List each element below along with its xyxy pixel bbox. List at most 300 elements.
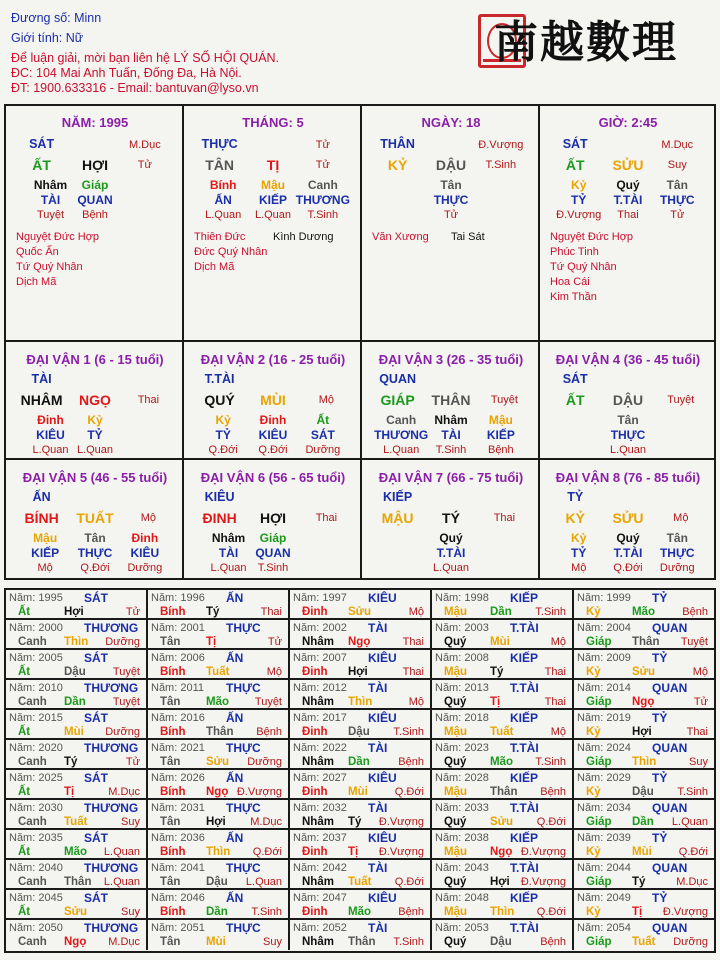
year-ten-god: THƯƠNG xyxy=(84,621,139,635)
luck-cycle-cell xyxy=(184,460,362,580)
year-branch: Mùi xyxy=(64,726,84,738)
year-ten-god: TÀI xyxy=(368,921,388,935)
year-label: Năm: 2034 xyxy=(577,802,631,814)
year-cell xyxy=(6,860,148,890)
year-stage: L.Quan xyxy=(103,876,140,888)
hidden-ten-god: TỶ xyxy=(571,546,587,560)
year-cell xyxy=(148,890,290,920)
luck-branch: TÝ xyxy=(442,510,460,526)
hidden-stage: L.Quan xyxy=(609,444,647,456)
special-star: Văn Xương xyxy=(372,231,429,243)
year-branch: Tý xyxy=(632,876,646,888)
year-stage: T.Sinh xyxy=(677,786,708,798)
year-label: Năm: 2037 xyxy=(293,832,347,844)
year-branch: Mão xyxy=(632,606,655,618)
hidden-ten-god: T.TÀI xyxy=(436,546,466,560)
year-label: Năm: 2008 xyxy=(435,652,489,664)
hidden-ten-god: THỰC xyxy=(433,193,469,207)
year-branch: Mão xyxy=(206,696,229,708)
luck-stage: Thai xyxy=(493,512,516,524)
year-label: Năm: 2025 xyxy=(9,772,63,784)
luck-stage: Thai xyxy=(315,512,338,524)
luck-stem: BÍNH xyxy=(24,510,59,526)
year-ten-god: ẤN xyxy=(226,891,244,905)
year-branch: Thân xyxy=(348,936,376,948)
year-stem: Canh xyxy=(18,816,47,828)
year-label: Năm: 2042 xyxy=(293,862,347,874)
hidden-ten-god: THỰC xyxy=(77,546,113,560)
hidden-ten-god: TÀI xyxy=(218,546,239,560)
year-stem: Giáp xyxy=(586,696,612,708)
year-label: Năm: 2038 xyxy=(435,832,489,844)
pillar-stem: TÂN xyxy=(205,157,234,173)
hidden-stem: Tân xyxy=(440,178,462,192)
year-ten-god: KIÊU xyxy=(368,831,397,845)
luck-branch: DẬU xyxy=(612,392,644,408)
year-cell xyxy=(290,680,432,710)
pillar-cell xyxy=(540,106,716,342)
year-stem: Tân xyxy=(160,816,181,828)
pillar-stem: ẤT xyxy=(32,157,51,173)
pillar-title: NGÀY: 18 xyxy=(421,115,481,130)
year-ten-god: T.TÀI xyxy=(510,681,539,695)
year-ten-god: THƯƠNG xyxy=(84,681,139,695)
year-stage: Dưỡng xyxy=(105,636,140,648)
owner-gender: Giới tính: Nữ xyxy=(11,31,84,45)
hidden-stage: L.Quan xyxy=(205,209,242,221)
year-cell xyxy=(6,890,148,920)
hidden-stem: Đinh xyxy=(259,413,287,427)
year-stage: Bệnh xyxy=(256,726,282,738)
year-branch: Tý xyxy=(64,756,78,768)
year-cell xyxy=(432,650,574,680)
year-ten-god: QUAN xyxy=(652,921,688,935)
year-ten-god: KIÊU xyxy=(368,651,397,665)
year-branch: Ngọ xyxy=(632,696,655,708)
year-cell xyxy=(432,620,574,650)
year-stem: Bính xyxy=(160,786,186,798)
year-cell xyxy=(432,920,574,950)
year-branch: Dần xyxy=(206,906,228,918)
year-label: Năm: 2051 xyxy=(151,922,205,934)
year-label: Năm: 2017 xyxy=(293,712,347,724)
year-stem: Mậu xyxy=(444,846,467,858)
luck-ten-god: TỶ xyxy=(567,490,584,504)
year-cell xyxy=(432,590,574,620)
year-cell xyxy=(432,890,574,920)
year-stem: Bính xyxy=(160,726,186,738)
year-stage: Thai xyxy=(544,666,566,678)
year-cell xyxy=(574,710,714,740)
pillar-ten-god: THỰC xyxy=(201,137,238,151)
year-cell xyxy=(574,740,714,770)
year-stage: Suy xyxy=(263,936,282,948)
year-stage: Tuyệt xyxy=(680,636,708,648)
year-stem: Đinh xyxy=(302,606,328,618)
hidden-stem: Giáp xyxy=(81,178,109,192)
luck-stem: ẤT xyxy=(565,392,585,408)
year-cell xyxy=(148,740,290,770)
year-stem: Quý xyxy=(444,936,467,948)
year-stem: Quý xyxy=(444,696,467,708)
pillar-stage-top: Đ.Vượng xyxy=(478,139,524,151)
pillar-cell xyxy=(6,106,184,342)
year-label: Năm: 2020 xyxy=(9,742,63,754)
luck-cycle-cell xyxy=(362,460,540,580)
year-stem: Bính xyxy=(160,606,186,618)
hidden-stem: Ất xyxy=(316,413,330,427)
year-branch: Dậu xyxy=(632,786,654,798)
year-stem: Ất xyxy=(18,786,31,798)
year-stem: Canh xyxy=(18,876,47,888)
year-stage: Dưỡng xyxy=(247,756,282,768)
luck-cycle-cell xyxy=(6,460,184,580)
hidden-ten-god: KIẾP xyxy=(31,546,60,560)
contact-line-2: ĐC: 104 Mai Anh Tuấn, Đống Đa, Hà Nội. xyxy=(11,66,242,80)
year-branch: Tị xyxy=(348,846,359,858)
luck-ten-god: TÀI xyxy=(31,372,52,386)
chart-header xyxy=(0,0,720,104)
year-stem: Giáp xyxy=(586,936,612,948)
luck-branch: TUẤT xyxy=(76,510,114,526)
luck-stage: Tuyệt xyxy=(667,394,695,406)
year-stem: Bính xyxy=(160,906,186,918)
year-stage: Mộ xyxy=(408,696,424,708)
year-ten-god: QUAN xyxy=(652,861,688,875)
year-ten-god: SÁT xyxy=(84,651,108,665)
year-cell xyxy=(290,830,432,860)
pillar-title: NĂM: 1995 xyxy=(61,115,129,130)
hidden-ten-god: THỰC xyxy=(659,193,695,207)
year-branch: Tị xyxy=(64,786,75,798)
year-cell xyxy=(148,650,290,680)
year-label: Năm: 2036 xyxy=(151,832,205,844)
year-stage: Tử xyxy=(125,606,140,618)
contact-line-1: Để luận giải, mời bạn liên hệ LÝ SỐ HỘI QUÁN. xyxy=(11,51,280,65)
special-star: Nguyệt Đức Hợp xyxy=(16,231,100,243)
luck-stage: Mộ xyxy=(318,394,335,406)
year-branch: Hợi xyxy=(64,606,84,618)
year-label: Năm: 2002 xyxy=(293,622,347,634)
year-label: Năm: 2028 xyxy=(435,772,489,784)
hidden-stem: Tân xyxy=(617,413,639,427)
year-cell xyxy=(6,920,148,950)
luck-ten-god: KIẾP xyxy=(383,490,413,504)
year-label: Năm: 2023 xyxy=(435,742,489,754)
year-stem: Đinh xyxy=(302,786,328,798)
luck-cycle-cell xyxy=(540,342,716,460)
year-label: Năm: 2044 xyxy=(577,862,631,874)
year-branch: Ngọ xyxy=(64,936,87,948)
year-cell xyxy=(148,620,290,650)
hidden-ten-god: TÀI xyxy=(40,193,61,207)
year-stage: T.Sinh xyxy=(535,756,566,768)
luck-stem: NHÂM xyxy=(20,392,63,408)
year-stage: Q.Đới xyxy=(536,906,566,918)
year-ten-god: QUAN xyxy=(652,681,688,695)
pillar-cell xyxy=(184,106,362,342)
luck-ten-god: QUAN xyxy=(379,372,416,386)
year-stage: Thai xyxy=(260,606,282,618)
year-ten-god: TÀI xyxy=(368,801,388,815)
luck-title: ĐẠI VẬN 3 (26 - 35 tuổi) xyxy=(378,352,524,367)
year-cell xyxy=(148,590,290,620)
year-cell xyxy=(148,920,290,950)
year-stem: Mậu xyxy=(444,786,467,798)
year-label: Năm: 2048 xyxy=(435,892,489,904)
year-label: Năm: 2050 xyxy=(9,922,63,934)
luck-cycle-cell xyxy=(362,342,540,460)
year-branch: Dậu xyxy=(64,666,86,678)
luck-ten-god: T.TÀI xyxy=(204,372,235,386)
year-branch: Tuất xyxy=(64,816,88,828)
year-label: Năm: 2011 xyxy=(151,682,204,694)
hidden-stage: Tuyệt xyxy=(36,209,65,221)
hidden-stem: Mậu xyxy=(33,531,58,545)
year-cell xyxy=(290,710,432,740)
year-label: Năm: 1999 xyxy=(577,592,631,604)
year-stage: Q.Đới xyxy=(394,786,424,798)
special-star: Quốc Ấn xyxy=(16,246,59,258)
year-branch: Mão xyxy=(490,756,513,768)
year-ten-god: KIẾP xyxy=(510,831,539,845)
year-branch: Sửu xyxy=(490,816,514,828)
luck-title: ĐẠI VẬN 6 (56 - 65 tuổi) xyxy=(200,470,346,485)
year-cell xyxy=(432,830,574,860)
year-branch: Mão xyxy=(348,906,371,918)
year-branch: Hợi xyxy=(490,876,510,888)
year-branch: Thân xyxy=(64,876,92,888)
year-ten-god: SÁT xyxy=(84,831,108,845)
luck-stage: Mộ xyxy=(140,512,157,524)
year-label: Năm: 2003 xyxy=(435,622,489,634)
luck-branch: MÙI xyxy=(260,392,286,408)
year-stem: Tân xyxy=(160,936,181,948)
year-branch: Thân xyxy=(490,786,518,798)
year-cell xyxy=(6,680,148,710)
year-ten-god: SÁT xyxy=(84,891,108,905)
year-stem: Kỷ xyxy=(586,906,601,918)
special-star: Hoa Cái xyxy=(550,276,590,288)
year-stage: Bệnh xyxy=(398,756,424,768)
luck-stage: Tuyệt xyxy=(490,394,518,406)
year-branch: Hợi xyxy=(348,666,368,678)
luck-stage: Thai xyxy=(137,394,160,406)
year-ten-god: THỰC xyxy=(226,621,261,635)
year-cell xyxy=(290,860,432,890)
hidden-ten-god: KIẾP xyxy=(258,193,288,207)
year-stem: Quý xyxy=(444,756,467,768)
year-cell xyxy=(6,620,148,650)
year-stem: Đinh xyxy=(302,666,328,678)
hidden-stem: Kỷ xyxy=(87,413,103,427)
hidden-stage: T.Sinh xyxy=(435,444,467,456)
year-stem: Ất xyxy=(18,726,31,738)
year-ten-god: THƯƠNG xyxy=(84,741,139,755)
year-label: Năm: 2001 xyxy=(151,622,205,634)
year-label: Năm: 1995 xyxy=(9,592,63,604)
year-stem: Canh xyxy=(18,756,47,768)
luck-cycle-cell xyxy=(184,342,362,460)
year-stem: Kỷ xyxy=(586,846,601,858)
special-star: Dịch Mã xyxy=(16,276,57,288)
hidden-ten-god: KIÊU xyxy=(130,546,160,560)
year-label: Năm: 2046 xyxy=(151,892,205,904)
year-label: Năm: 2021 xyxy=(151,742,205,754)
year-stem: Quý xyxy=(444,876,467,888)
year-cell xyxy=(6,830,148,860)
luck-branch: SỬU xyxy=(612,510,644,526)
year-branch: Mùi xyxy=(348,786,368,798)
year-ten-god: TỶ xyxy=(652,771,668,785)
year-cell xyxy=(574,920,714,950)
hidden-ten-god: SÁT xyxy=(310,428,335,442)
year-cell xyxy=(148,680,290,710)
year-stem: Mậu xyxy=(444,906,467,918)
pillar-ten-god: SÁT xyxy=(29,137,55,151)
year-cell xyxy=(290,920,432,950)
year-stem: Đinh xyxy=(302,726,328,738)
special-star: Kim Thần xyxy=(550,291,597,303)
special-star: Tai Sát xyxy=(451,231,485,243)
year-label: Năm: 2041 xyxy=(151,862,205,874)
year-cell xyxy=(574,860,714,890)
year-label: Năm: 2014 xyxy=(577,682,631,694)
year-branch: Tý xyxy=(206,606,220,618)
luck-title: ĐẠI VẬN 8 (76 - 85 tuổi) xyxy=(555,470,701,485)
year-ten-god: THƯƠNG xyxy=(84,801,139,815)
year-ten-god: TỶ xyxy=(652,711,668,725)
year-ten-god: ẤN xyxy=(226,711,244,725)
year-branch: Mão xyxy=(64,846,87,858)
luck-ten-god: KIÊU xyxy=(204,490,235,504)
year-ten-god: KIÊU xyxy=(368,771,397,785)
hidden-stem: Kỷ xyxy=(215,413,231,427)
luck-cycle-cell xyxy=(6,342,184,460)
year-cell xyxy=(290,890,432,920)
hidden-stage: L.Quan xyxy=(32,444,69,456)
year-stem: Kỷ xyxy=(586,786,601,798)
year-ten-god: THỰC xyxy=(226,921,261,935)
hidden-stage: Dưỡng xyxy=(127,562,163,574)
pillar-stage: Tử xyxy=(137,159,152,171)
year-stage: Bệnh xyxy=(398,906,424,918)
year-ten-god: SÁT xyxy=(84,591,108,605)
year-stage: M.Dục xyxy=(108,936,140,948)
hidden-stage: T.Sinh xyxy=(307,209,339,221)
hidden-ten-god: KIÊU xyxy=(36,428,65,442)
year-branch: Tý xyxy=(490,666,504,678)
year-ten-god: TỶ xyxy=(652,591,668,605)
year-cell xyxy=(574,890,714,920)
year-label: Năm: 2010 xyxy=(9,682,63,694)
hidden-ten-god: QUAN xyxy=(77,193,113,207)
year-ten-god: T.TÀI xyxy=(510,861,539,875)
year-stage: L.Quan xyxy=(671,816,708,828)
year-cell xyxy=(148,830,290,860)
year-ten-god: SÁT xyxy=(84,711,108,725)
year-cell xyxy=(6,590,148,620)
year-label: Năm: 2054 xyxy=(577,922,631,934)
year-branch: Thân xyxy=(206,726,234,738)
year-stage: Tuyệt xyxy=(112,666,140,678)
hidden-stage: T.Sinh xyxy=(257,562,289,574)
hidden-stage: Tử xyxy=(670,209,685,221)
year-stage: T.Sinh xyxy=(393,936,424,948)
year-branch: Dậu xyxy=(490,936,512,948)
year-branch: Thân xyxy=(632,636,660,648)
year-label: Năm: 1998 xyxy=(435,592,489,604)
year-label: Năm: 2035 xyxy=(9,832,63,844)
year-ten-god: KIẾP xyxy=(510,771,539,785)
year-branch: Thìn xyxy=(348,696,373,708)
special-star: Tứ Quý Nhân xyxy=(550,261,617,273)
luck-title: ĐẠI VẬN 1 (6 - 15 tuổi) xyxy=(26,352,164,367)
year-stage: L.Quan xyxy=(245,876,282,888)
year-ten-god: KIẾP xyxy=(510,891,539,905)
year-branch: Tuất xyxy=(206,666,230,678)
hidden-stem: Canh xyxy=(307,178,338,192)
pillar-stem: KỶ xyxy=(387,157,408,173)
year-stage: M.Dục xyxy=(108,786,140,798)
year-label: Năm: 2030 xyxy=(9,802,63,814)
year-stem: Giáp xyxy=(586,756,612,768)
hidden-stem: Đinh xyxy=(37,413,64,427)
luck-stem: GIÁP xyxy=(380,392,415,408)
year-cell xyxy=(148,710,290,740)
hidden-stage: L.Quan xyxy=(254,209,292,221)
pillar-branch: SỬU xyxy=(612,157,644,173)
hidden-ten-god: TÀI xyxy=(441,428,461,442)
hidden-ten-god: TỶ xyxy=(215,428,231,442)
year-ten-god: TÀI xyxy=(368,621,388,635)
year-ten-god: QUAN xyxy=(652,741,688,755)
year-stage: T.Sinh xyxy=(251,906,282,918)
year-cell xyxy=(148,770,290,800)
year-stem: Nhâm xyxy=(302,816,334,828)
year-cell xyxy=(574,680,714,710)
year-cell xyxy=(432,800,574,830)
hidden-stem: Tân xyxy=(666,531,688,545)
pillar-stage: T.Sinh xyxy=(485,159,517,171)
hidden-ten-god: TỶ xyxy=(571,193,587,207)
pillar-stage-top: M.Dục xyxy=(661,139,694,151)
year-branch: Dậu xyxy=(206,876,228,888)
year-stage: Mộ xyxy=(550,636,566,648)
year-label: Năm: 2053 xyxy=(435,922,489,934)
year-label: Năm: 1997 xyxy=(293,592,347,604)
year-branch: Dần xyxy=(348,756,370,768)
year-ten-god: TÀI xyxy=(368,681,388,695)
year-cell xyxy=(6,770,148,800)
year-cell xyxy=(432,710,574,740)
hidden-stage: Đ.Vượng xyxy=(556,209,602,221)
year-ten-god: T.TÀI xyxy=(510,921,539,935)
year-stem: Kỷ xyxy=(586,606,601,618)
year-stem: Ất xyxy=(18,846,31,858)
luck-title: ĐẠI VẬN 2 (16 - 25 tuổi) xyxy=(200,352,346,367)
year-stage: T.Sinh xyxy=(535,606,566,618)
luck-branch: NGỌ xyxy=(79,392,111,408)
pillar-stage-top: Tử xyxy=(315,139,330,151)
hidden-stem: Quý xyxy=(439,531,463,545)
hidden-ten-god: KIÊU xyxy=(258,428,288,442)
year-stage: Suy xyxy=(121,816,140,828)
four-pillars-chart xyxy=(4,104,716,580)
luck-stem: ĐINH xyxy=(202,510,237,526)
hidden-stem: Canh xyxy=(386,413,417,427)
year-stage: Mộ xyxy=(550,726,566,738)
